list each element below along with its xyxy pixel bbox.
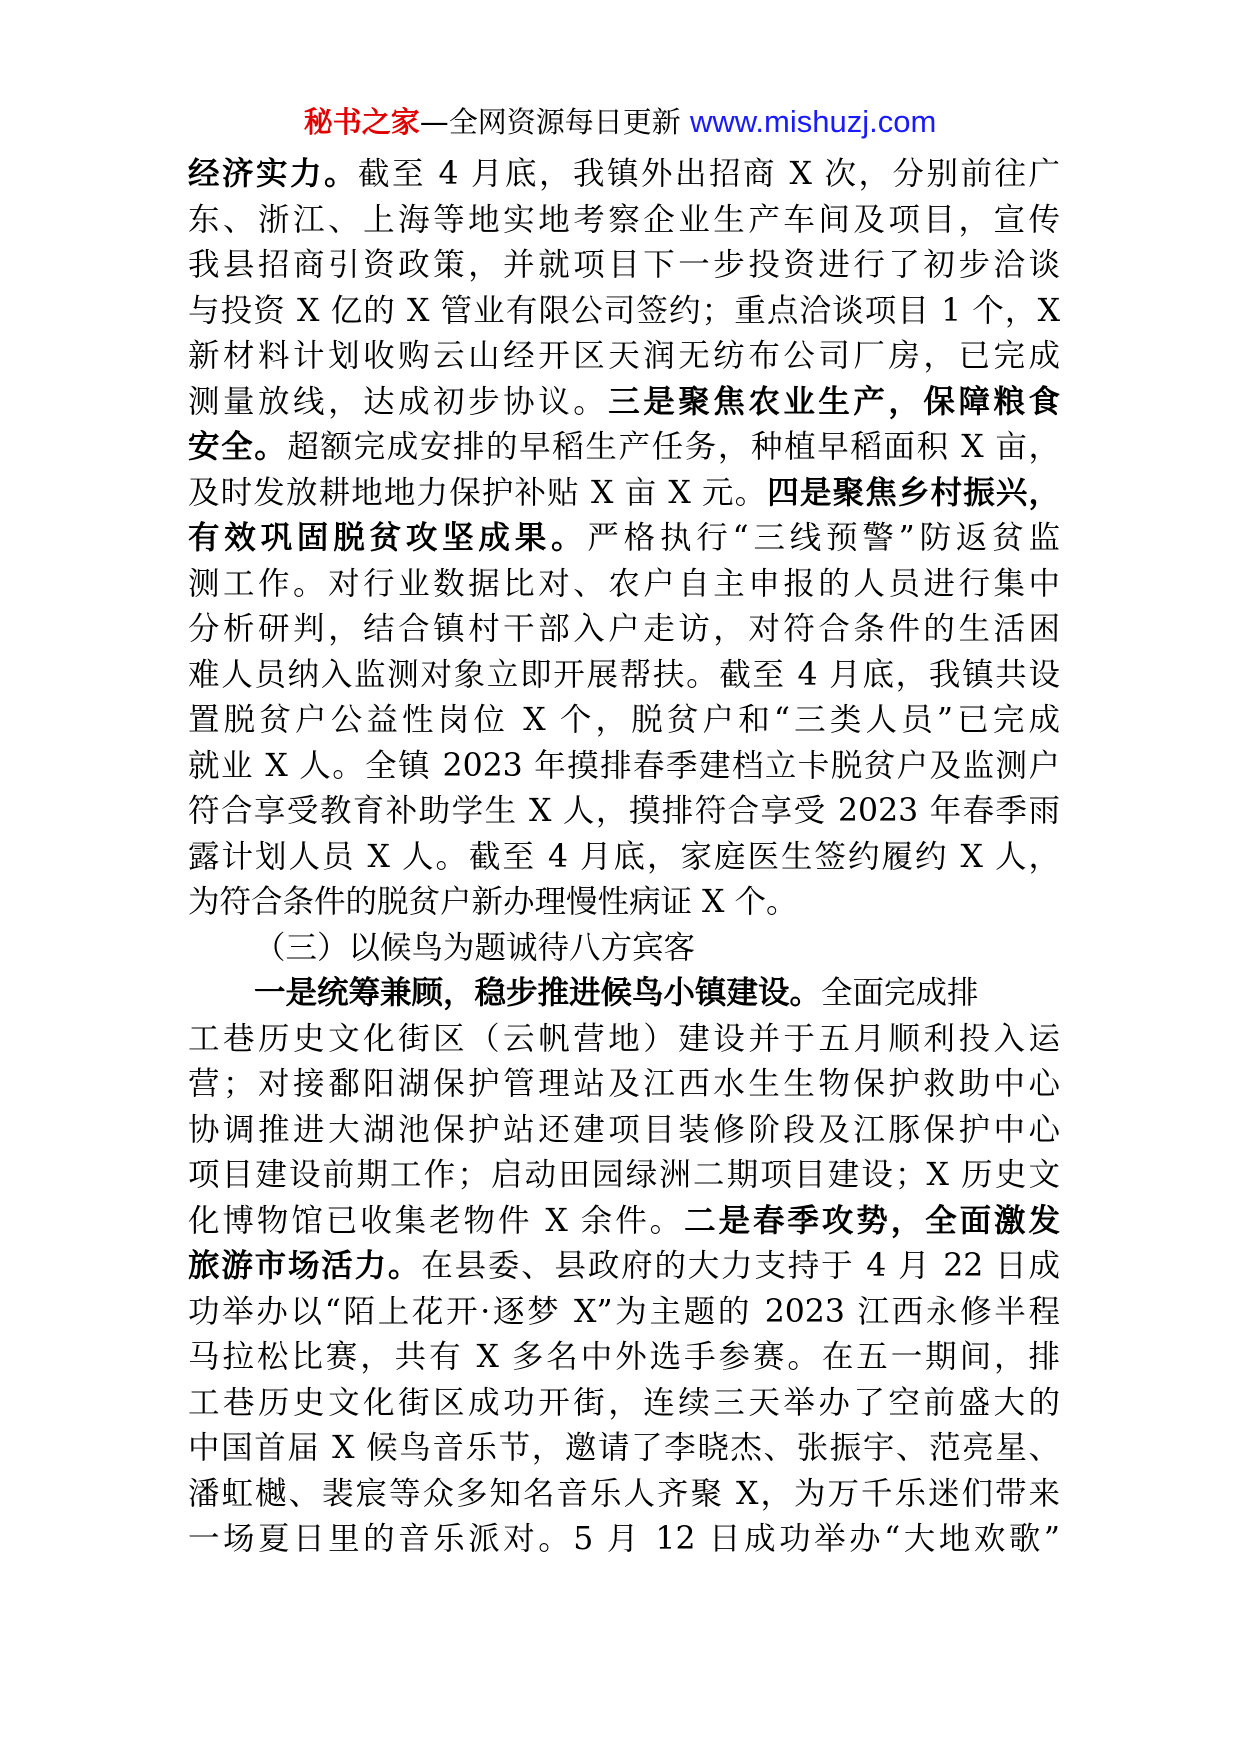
bold-text-segment: 二是春季攻势，全面激发 <box>684 1202 1060 1239</box>
bold-text-segment: 四是聚焦乡村振兴， <box>767 474 1060 511</box>
text-line <box>188 243 1060 289</box>
text-line <box>188 1199 1060 1245</box>
text-line <box>188 1381 1060 1427</box>
text-line <box>188 471 1060 517</box>
text-line <box>188 1108 1060 1154</box>
text-segment: 难人员纳入监测对象立即开展帮扶。截至 4 月底，我镇共设 <box>188 656 1060 693</box>
text-segment: 化博物馆已收集老物件 X 余件。 <box>188 1202 685 1239</box>
text-line <box>188 744 1060 790</box>
text-line <box>188 380 1060 426</box>
text-segment: 一场夏日里的音乐派对。5 月 12 日成功举办“大地欢歌” <box>188 1521 1060 1557</box>
text-line <box>188 789 1060 835</box>
text-line <box>188 835 1060 881</box>
text-segment: 置脱贫户公益性岗位 X 个，脱贫户和“三类人员”已完成 <box>188 702 1060 738</box>
bold-text-segment: 旅游市场活力。 <box>188 1248 422 1284</box>
header-brand: 秘书之家 <box>303 105 420 139</box>
text-segment: 测工作。对行业数据比对、农户自主申报的人员进行集中 <box>188 565 1060 602</box>
bold-text-segment: 一是统筹兼顾，稳步推进候鸟小镇建设。 <box>254 975 822 1011</box>
text-line <box>188 1335 1060 1381</box>
text-segment: 截至 4 月底，我镇外出招商 X 次，分别前往广 <box>358 156 1060 192</box>
text-segment: 在县委、县政府的大力支持于 4 月 22 日成 <box>421 1248 1060 1284</box>
text-segment: 潘虹樾、裴宸等众多知名音乐人齐聚 X，为万千乐迷们带来 <box>188 1475 1060 1512</box>
text-line <box>188 1062 1060 1108</box>
text-line <box>188 607 1060 653</box>
text-segment: 及时发放耕地地力保护补贴 X 亩 X 元。 <box>188 474 768 511</box>
text-line <box>188 1244 1060 1290</box>
text-segment: 工巷历史文化街区成功开街，连续三天举办了空前盛大的 <box>188 1384 1060 1421</box>
text-segment: 工巷历史文化街区（云帆营地）建设并于五月顺利投入运 <box>188 1020 1060 1057</box>
text-segment: 就业 X 人。全镇 2023 年摸排春季建档立卡脱贫户及监测户 <box>188 747 1060 784</box>
bold-text-segment: 有效巩固脱贫攻坚成果。 <box>188 520 588 556</box>
text-segment: 分析研判，结合镇村干部入户走访，对符合条件的生活困 <box>188 611 1060 647</box>
text-line <box>188 1472 1060 1518</box>
text-segment: 与投资 X 亿的 X 管业有限公司签约；重点洽谈项目 1 个，X <box>188 292 1060 329</box>
text-segment: 露计划人员 X 人。截至 4 月底，家庭医生签约履约 X 人， <box>188 838 1060 875</box>
text-segment: 协调推进大湖池保护站还建项目装修阶段及江豚保护中心 <box>188 1111 1060 1148</box>
text-line <box>188 562 1060 608</box>
text-segment: 超额完成安排的早稻生产任务，种植早稻面积 X 亩， <box>287 429 1060 465</box>
text-line <box>188 698 1060 744</box>
text-segment: 测量放线，达成初步协议。 <box>188 383 609 420</box>
text-line <box>188 516 1060 562</box>
page-header <box>0 100 1240 144</box>
text-line <box>188 289 1060 335</box>
text-segment: （三）以候鸟为题诚待八方宾客 <box>254 929 696 966</box>
text-line <box>188 198 1060 244</box>
text-line <box>188 1517 1060 1563</box>
text-segment: 我县招商引资政策，并就项目下一步投资进行了初步洽谈 <box>188 247 1060 283</box>
text-segment: 功举办以“陌上花开·逐梦 X”为主题的 2023 江西永修半程 <box>188 1293 1060 1330</box>
text-line <box>188 334 1060 380</box>
text-line <box>188 1290 1060 1336</box>
document-body <box>188 152 1060 1563</box>
text-line <box>188 926 1060 972</box>
text-segment: 符合享受教育补助学生 X 人，摸排符合享受 2023 年春季雨 <box>188 793 1060 829</box>
text-line <box>188 1017 1060 1063</box>
text-segment: 新材料计划收购云山经开区天润无纺布公司厂房，已完成 <box>188 338 1060 374</box>
text-line <box>188 880 1060 926</box>
header-tagline: —全网资源每日更新 <box>419 105 681 139</box>
bold-text-segment: 三是聚焦农业生产，保障粮食 <box>608 383 1060 420</box>
text-segment: 严格执行“三线预警”防返贫监 <box>587 520 1060 556</box>
text-segment: 马拉松比赛，共有 X 多名中外选手参赛。在五一期间，排 <box>188 1339 1060 1375</box>
text-line <box>188 653 1060 699</box>
text-line <box>188 971 1060 1017</box>
text-segment: 东、浙江、上海等地实地考察企业生产车间及项目，宣传 <box>188 201 1060 238</box>
text-segment: 全面完成排 <box>821 975 979 1011</box>
text-segment: 项目建设前期工作；启动田园绿洲二期项目建设；X 历史文 <box>188 1157 1060 1193</box>
bold-text-segment: 安全。 <box>188 429 288 465</box>
text-line <box>188 425 1060 471</box>
text-segment: 中国首届 X 候鸟音乐节，邀请了李晓杰、张振宇、范亮星、 <box>188 1430 1060 1466</box>
text-segment: 营；对接鄱阳湖保护管理站及江西水生生物保护救助中心 <box>188 1066 1060 1102</box>
text-segment: 为符合条件的脱贫户新办理慢性病证 X 个。 <box>188 884 798 920</box>
text-line <box>188 152 1060 198</box>
header-url-link[interactable]: www.mishuzj.com <box>689 104 937 139</box>
text-line <box>188 1426 1060 1472</box>
bold-text-segment: 经济实力。 <box>188 156 358 192</box>
text-line <box>188 1153 1060 1199</box>
